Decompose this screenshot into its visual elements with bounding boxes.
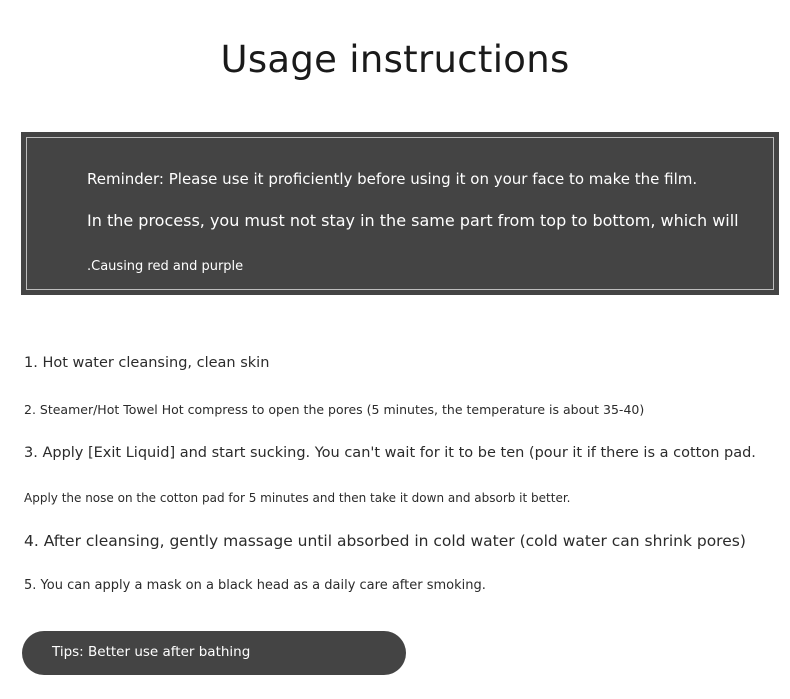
page-title: Usage instructions (220, 38, 570, 81)
step-2-text: 2. Steamer/Hot Towel Hot compress to open the pores (5 minutes, the temperature is about 35-40) (24, 402, 645, 417)
tips-banner (22, 631, 406, 675)
step-5-text: 5. You can apply a mask on a black head as a daily care after smoking. (24, 578, 486, 593)
step-3-note: Apply the nose on the cotton pad for 5 minutes and then take it down and absorb it better. (24, 491, 571, 505)
step-4-text: 4. After cleansing, gently massage until absorbed in cold water (cold water can shrink pores) (24, 532, 746, 550)
reminder-line-2: In the process, you must not stay in the same part from top to bottom, which will (87, 211, 739, 230)
reminder-line-3: .Causing red and purple (87, 259, 244, 274)
step-1-text: 1. Hot water cleansing, clean skin (24, 355, 270, 371)
reminder-panel (21, 132, 779, 295)
reminder-border (26, 137, 774, 290)
tips-text: Tips: Better use after bathing (52, 644, 251, 660)
step-3-text: 3. Apply [Exit Liquid] and start sucking. You can't wait for it to be ten (pour it if there is a cotton pad. (24, 445, 756, 461)
reminder-line-1: Reminder: Please use it proficiently before using it on your face to make the film. (87, 170, 698, 188)
